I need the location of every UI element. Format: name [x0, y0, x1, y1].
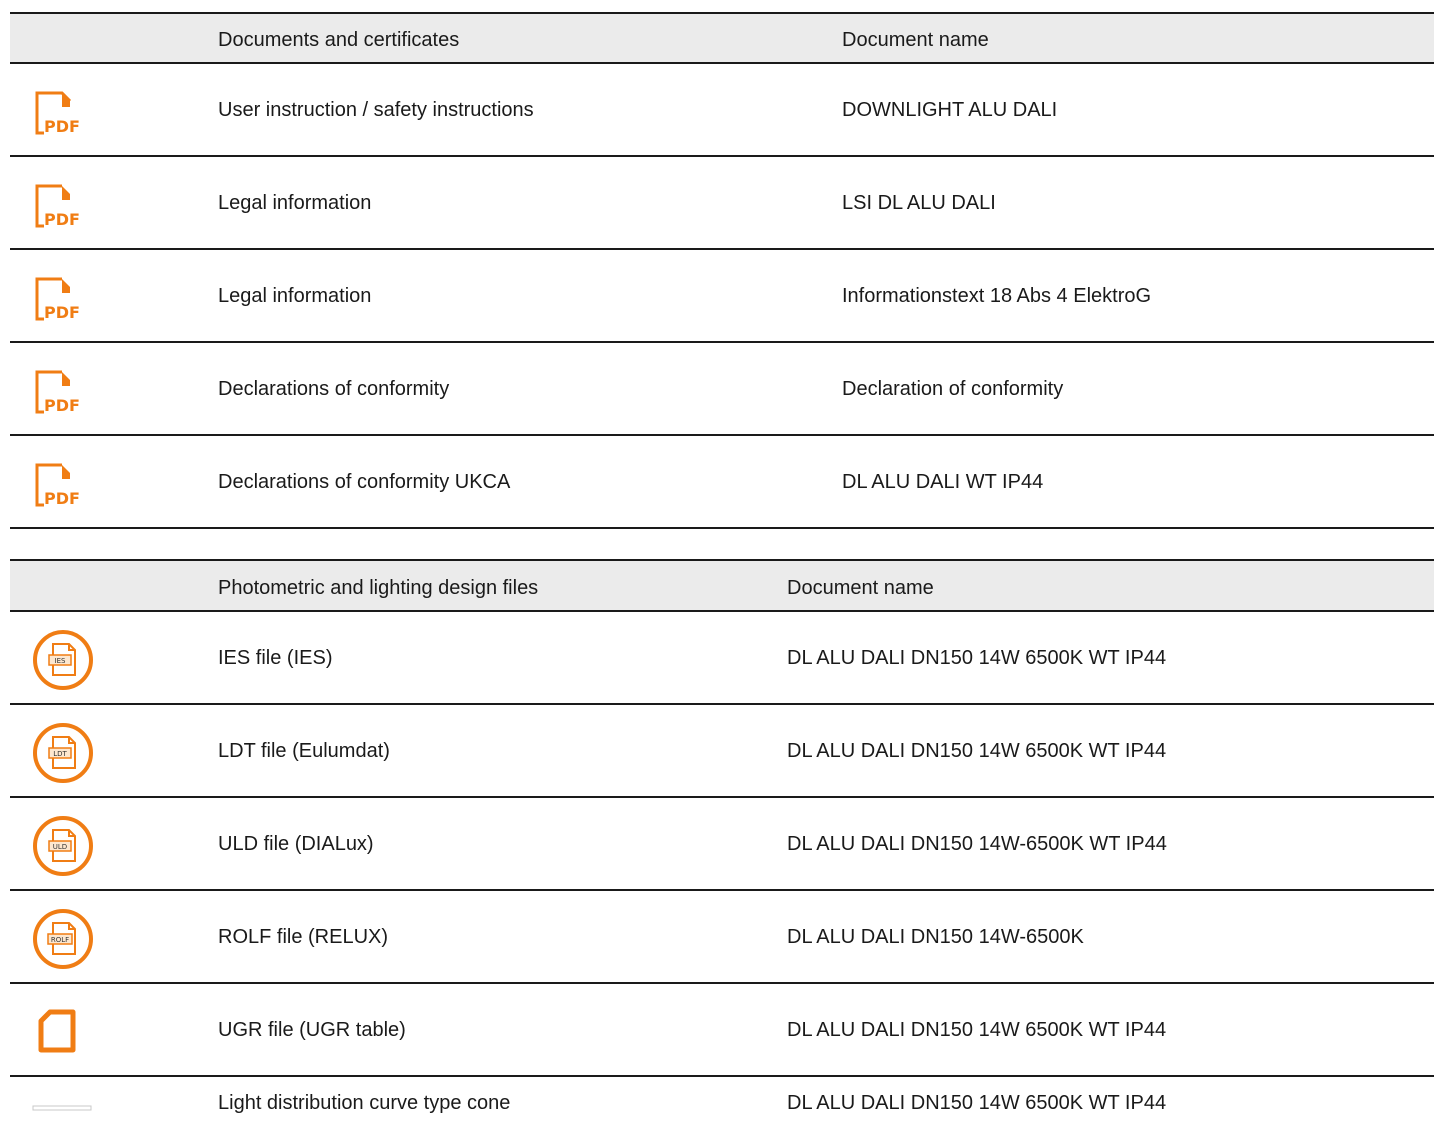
ies-file-icon[interactable] — [32, 629, 94, 691]
table-row[interactable] — [10, 1077, 1434, 1137]
svg-text:PDF: PDF — [44, 210, 80, 229]
file-type: ULD file (DIALux) — [218, 833, 374, 855]
svg-text:PDF: PDF — [44, 489, 80, 508]
rolf-file-icon[interactable] — [32, 908, 94, 970]
document-type: Declarations of conformity UKCA — [218, 471, 511, 493]
table-row[interactable] — [10, 612, 1434, 705]
document-type: Legal information — [218, 192, 372, 214]
document-name-link[interactable]: DL ALU DALI DN150 14W 6500K WT IP44 — [787, 1092, 1167, 1114]
svg-text:PDF: PDF — [44, 396, 80, 415]
table-row[interactable] — [10, 891, 1434, 984]
pdf-file-icon[interactable] — [32, 275, 82, 323]
file-type: ROLF file (RELUX) — [218, 926, 389, 948]
document-name-link[interactable]: Declaration of conformity — [842, 378, 1064, 400]
document-type: User instruction / safety instructions — [218, 99, 534, 121]
document-name-link[interactable]: Informationstext 18 Abs 4 ElektroG — [842, 285, 1152, 307]
file-type: UGR file (UGR table) — [218, 1019, 406, 1041]
document-name-link[interactable]: DL ALU DALI DN150 14W 6500K WT IP44 — [787, 740, 1167, 762]
document-name-link[interactable]: DOWNLIGHT ALU DALI — [842, 99, 1058, 121]
pdf-file-icon[interactable] — [32, 368, 82, 416]
table-row[interactable] — [10, 343, 1434, 436]
column-header-document-name: Document name — [842, 29, 989, 51]
document-name-link[interactable]: DL ALU DALI DN150 14W 6500K WT IP44 — [787, 1019, 1167, 1041]
table-row[interactable] — [10, 250, 1434, 343]
icon-label: LDT — [53, 750, 67, 758]
pdf-file-icon[interactable] — [32, 461, 82, 509]
table-row[interactable] — [10, 157, 1434, 250]
table-row[interactable] — [10, 64, 1434, 157]
generic-file-icon[interactable] — [32, 1006, 82, 1056]
pdf-file-icon[interactable] — [32, 182, 82, 230]
ldt-file-icon[interactable] — [32, 722, 94, 784]
document-name-link[interactable]: LSI DL ALU DALI — [842, 192, 996, 214]
pdf-file-icon[interactable] — [32, 89, 82, 137]
column-header-document-type: Documents and certificates — [218, 29, 460, 51]
column-header-file-type: Photometric and lighting design files — [218, 577, 539, 599]
document-type: Legal information — [218, 285, 372, 307]
file-type: Light distribution curve type cone — [218, 1092, 511, 1114]
photometric-table-header — [10, 559, 1434, 612]
documents-table-header — [10, 12, 1434, 64]
light-curve-thumbnail-icon[interactable] — [32, 1105, 92, 1111]
icon-label: ROLF — [50, 936, 70, 944]
file-type: IES file (IES) — [218, 647, 333, 669]
table-row[interactable] — [10, 705, 1434, 798]
table-row[interactable] — [10, 798, 1434, 891]
icon-label: IES — [54, 657, 66, 665]
document-name-link[interactable]: DL ALU DALI DN150 14W-6500K — [787, 926, 1084, 948]
uld-file-icon[interactable] — [32, 815, 94, 877]
table-row[interactable] — [10, 436, 1434, 529]
column-header-document-name: Document name — [787, 577, 934, 599]
svg-text:PDF: PDF — [44, 303, 80, 322]
file-type: LDT file (Eulumdat) — [218, 740, 390, 762]
document-name-link[interactable]: DL ALU DALI DN150 14W-6500K WT IP44 — [787, 833, 1167, 855]
document-name-link[interactable]: DL ALU DALI DN150 14W 6500K WT IP44 — [787, 647, 1167, 669]
table-row[interactable] — [10, 984, 1434, 1077]
svg-text:PDF: PDF — [44, 117, 80, 136]
icon-label: ULD — [52, 843, 68, 851]
document-name-link[interactable]: DL ALU DALI WT IP44 — [842, 471, 1044, 493]
document-type: Declarations of conformity — [218, 378, 450, 400]
